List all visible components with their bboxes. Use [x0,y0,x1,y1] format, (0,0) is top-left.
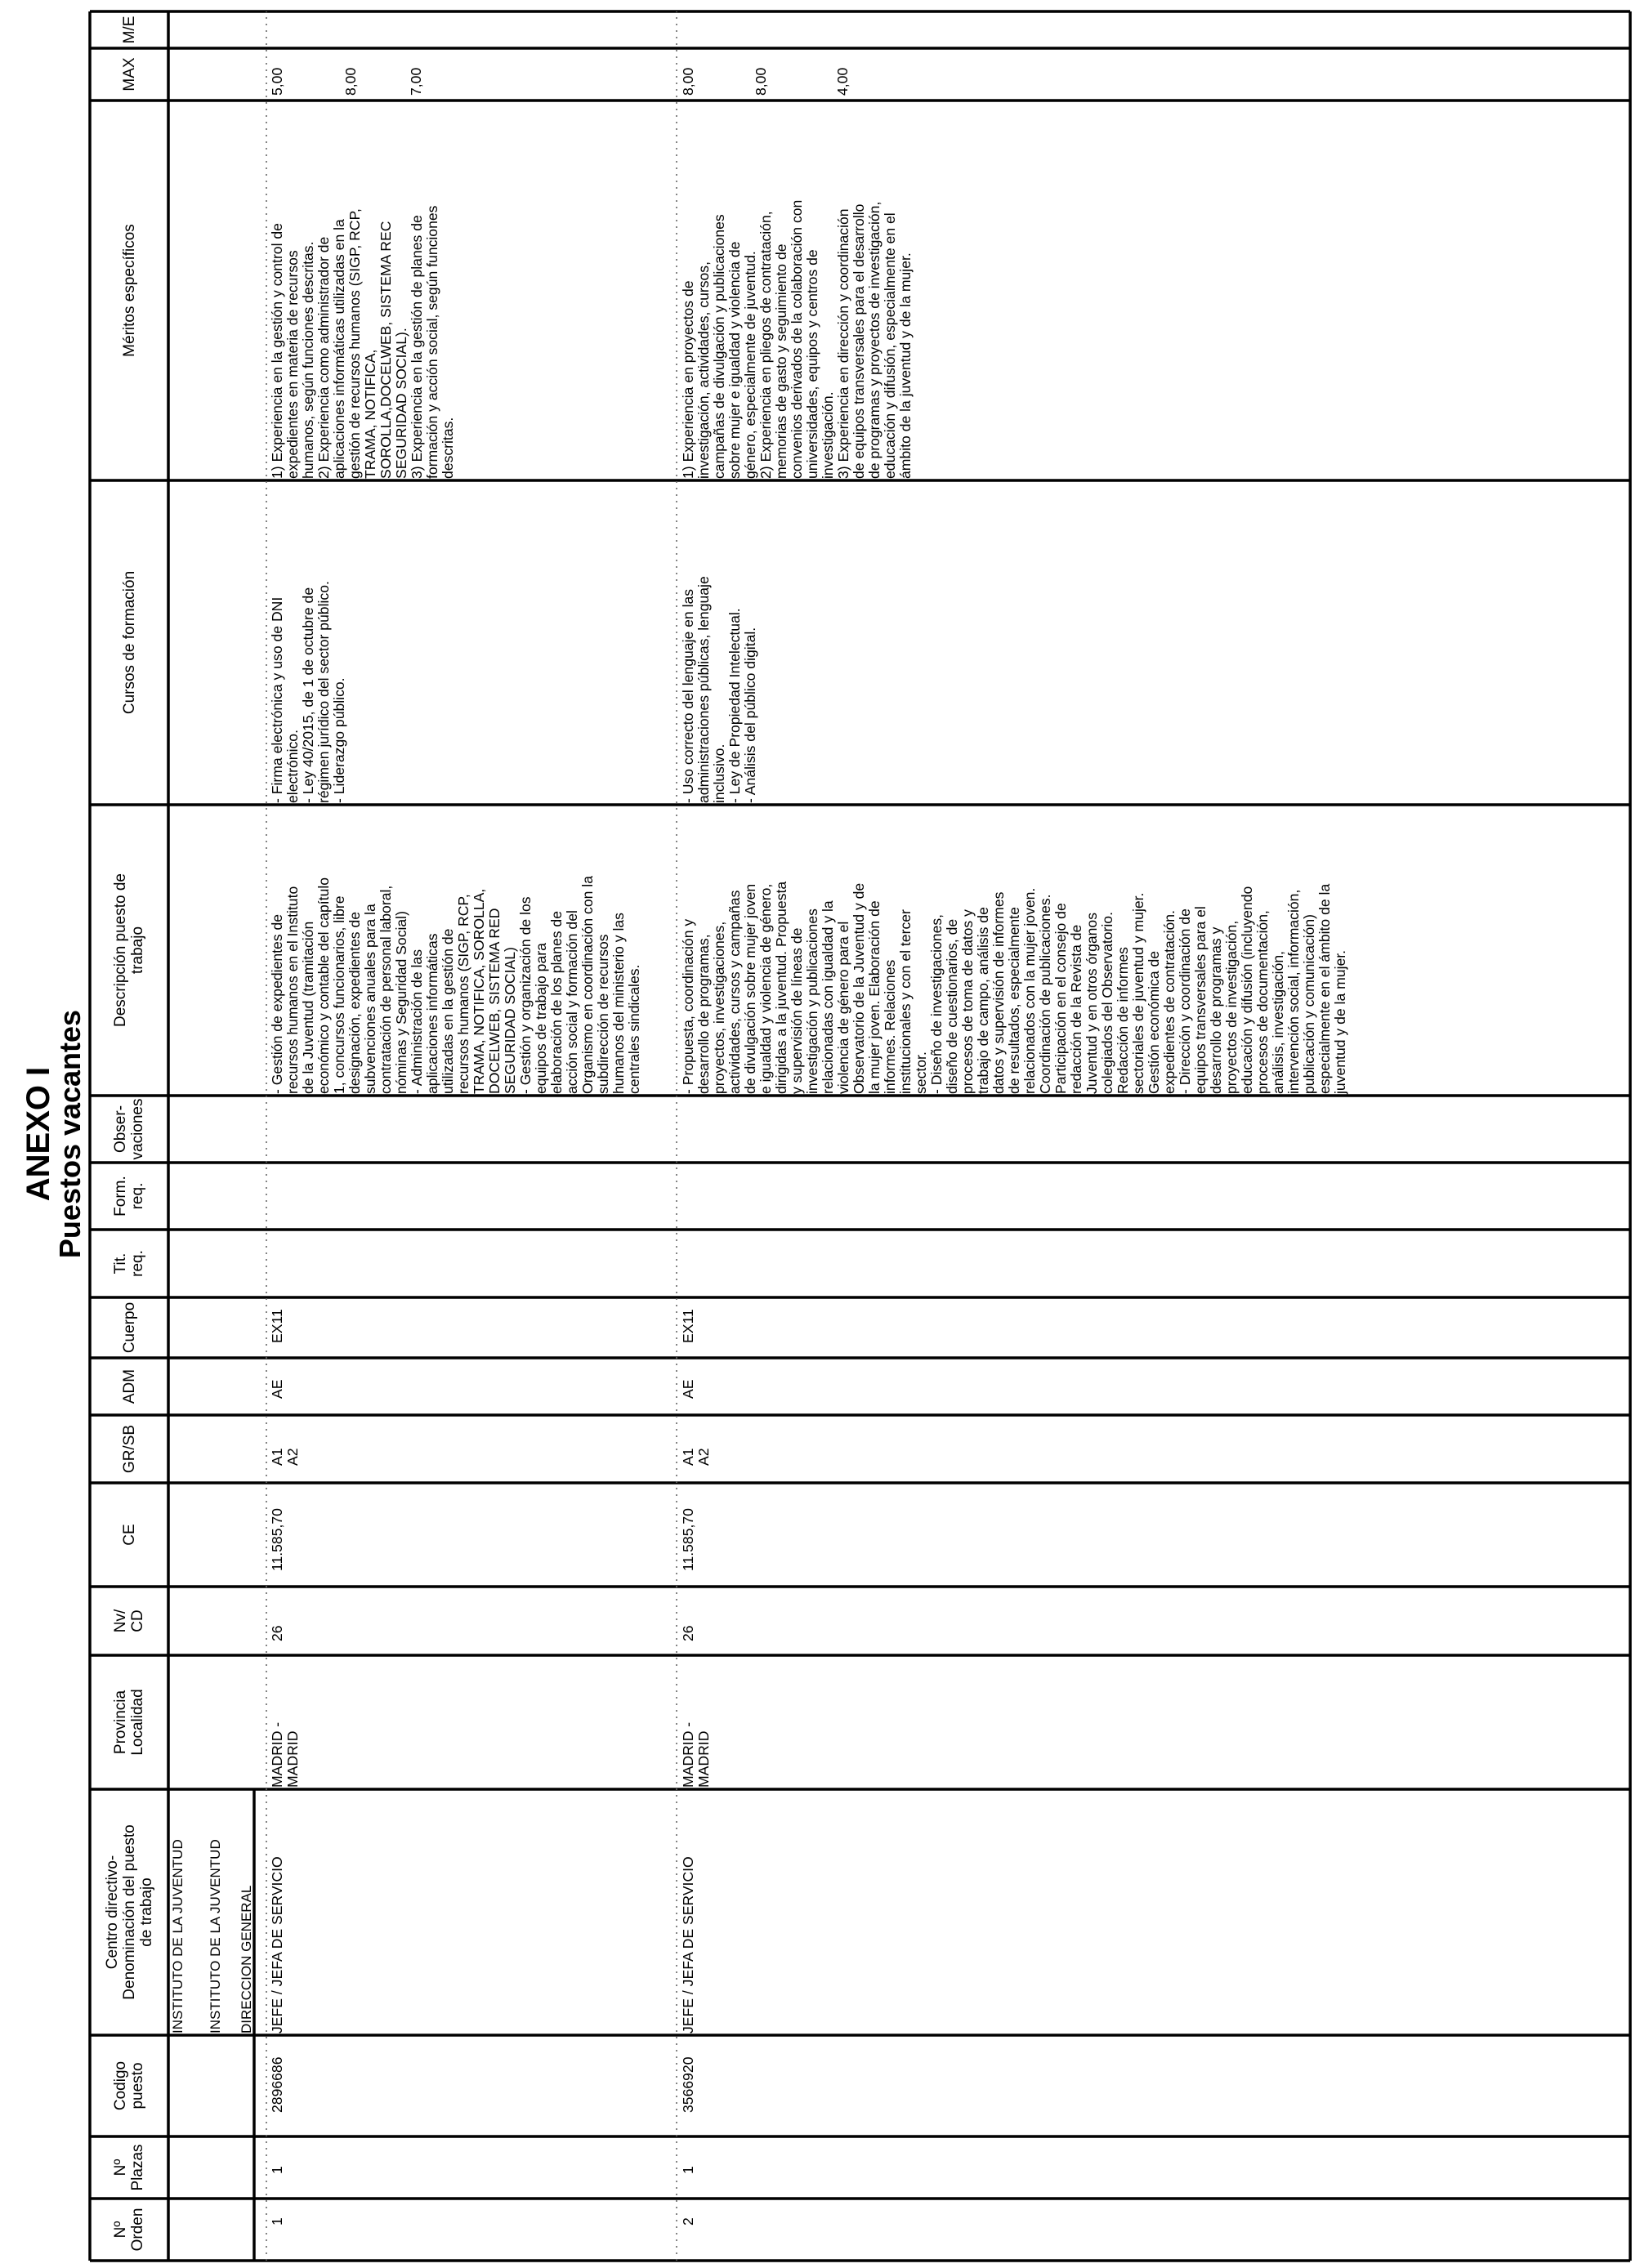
header-centro: Centro directivo- Denominación del puesto de trabajo [103,1824,155,2000]
unit-line-1: INSTITUTO DE LA JUVENTUD [170,1839,185,2034]
row1-denominacion: JEFE / JEFA DE SERVICIO [269,1856,285,2034]
row1-max-2: 8,00 [342,67,359,96]
header-max: MAX [120,57,138,92]
row1-cursos: - Firma electrónica y uso de DNI electrónico. - Ley 40/2015, de 1 de octubre de régimen jurídico del sector público. - Liderazgo público. [269,581,347,803]
row1-adm: AE [269,1379,285,1399]
row2-orden: 2 [680,2217,696,2226]
row2-cursos: - Uso correcto del lenguaje en las administraciones públicas, lenguaje inclusivo. - Ley de Propiedad Intelectual. - Análisis del público digital. [680,576,758,803]
header-provincia: Provincia Localidad [112,1689,146,1756]
document-title: ANEXO I [20,1066,56,1202]
row1-plazas: 1 [269,2166,285,2174]
row1-meritos: 1) Experiencia en la gestión y control de expedientes en materia de recursos humanos, según funciones descritas. 2) Experiencia como administrador de aplicaciones informáticas utilizadas en la gestión de recursos humanos (SIGP, RCP, TRAMA, NOTIFICA, SOROLLA,DOCELWEB, SISTEMA REC SEGURIDAD SOCIAL). 3) Experiencia en la gestión de planes de formación y acción social, según funciones descritas. [269,205,456,479]
header-observaciones: Obser- vaciones [112,1098,146,1160]
header-codigo: Codigo puesto [112,2060,146,2111]
document-subtitle: Puestos vacantes [53,1009,87,1259]
header-nivel: Nv/ CD [112,1609,146,1633]
row1-orden: 1 [269,2217,285,2226]
row1-max-1: 5,00 [269,67,285,96]
row2-denominacion: JEFE / JEFA DE SERVICIO [680,1856,696,2034]
unit-line-3: DIRECCION GENERAL [239,1885,254,2034]
row2-meritos: 1) Experiencia en proyectos de investigación, actividades, cursos, campañas de divulgación y publicaciones sobre mujer e igualdad y violencia de género, especialmente de juventud. 2) Experiencia en pliegos de contratación, memorias de gasto y seguimiento de convenios derivados de la colaboración con universidades, equipos y centros de investigación. 3) Experiencia en dirección y coordinación de equipos transversales para el desarrollo de programas y proyectos de investigación, educación y difusión, especialmente en el ámbito de la juventud y de la mujer. [680,199,914,479]
header-cuerpo: Cuerpo [120,1301,138,1354]
row2-cuerpo: EX11 [680,1309,696,1343]
row1-provincia: MADRID - MADRID [269,1721,301,1788]
row2-max-2: 8,00 [753,67,769,96]
row2-max-3: 4,00 [834,67,851,96]
header-grupo: GR/SB [120,1424,138,1474]
header-titulacion: Tit. req. [112,1250,146,1277]
row1-nivel: 26 [269,1625,285,1641]
header-orden: Nº Orden [112,2208,146,2252]
row2-descripcion: - Propuesta, coordinación y desarrollo de programas, proyectos, investigaciones, actividades, cursos y campañas de divulgación sobre mujer joven e igualdad y violencia de género, dirigidas a la juventud. Propuesta y supervisión de líneas de investigación y publicaciones relacionadas con igualdad y la violencia de género para el Observatorio de la Juventud y de la mujer joven. Elaboración de informes. Relaciones institucionales y con el tercer sector. - Diseño de investigaciones, diseño de cuestionarios, de procesos de toma de datos y trabajo de campo, análisis de datos y supervisión de informes de resultados, especialmente relacionados con la mujer joven. Coordinación de publicaciones. Participación en el consejo de redacción de la Revista de Juventud y en otros órganos colegiados del Observatorio. Redacción de informes sectoriales de juventud y mujer. Gestión económica de expedientes de contratación. - Dirección y coordinación de equipos transversales para el desarrollo de programas y proyectos de investigación, educación y difusión (incluyendo procesos de documentación, análisis, investigación, intervención social, información, publicación y comunicación) especialmente en el ámbito de la juventud y de la mujer. [680,881,1348,1094]
header-ce: CE [120,1524,138,1546]
row1-cuerpo: EX11 [269,1309,285,1343]
unit-line-2: INSTITUTO DE LA JUVENTUD [208,1839,223,2034]
row2-plazas: 1 [680,2166,696,2174]
header-adm: ADM [120,1368,138,1404]
row1-max-3: 7,00 [408,67,424,96]
row2-adm: AE [680,1379,696,1399]
header-meritos: Méritos específicos [120,224,138,357]
row2-max-1: 8,00 [680,67,696,96]
row1-grupo: A1 A2 [269,1448,301,1466]
header-descripcion: Descripción puesto de trabajo [112,873,146,1027]
row2-grupo: A1 A2 [680,1448,712,1466]
row2-nivel: 26 [680,1625,696,1641]
row2-ce: 11.585,70 [680,1508,696,1571]
row1-descripcion: - Gestión de expedientes de recursos humanos en el Instituto de la Juventud (tramitación económico y contable del capítulo 1, concursos funcionarios, libre designación, expedientes de subvenciones anuales para la contratación de personal laboral, nóminas y Seguridad Social) - Administración de las aplicaciones informáticas utilizadas en la gestión de recursos humanos (SIGP, RCP, TRAMA, NOTIFICA, SOROLLA, DOCELWEB, SISTEMA RED SEGURIDAD SOCIAL) - Gestión y organización de los equipos de trabajo para elaboración de los planes de acción social y formación del Organismo en coordinación con la subdirección de recursos humanos del ministerio y las centrales sindicales. [269,876,642,1094]
row2-codigo: 3566920 [680,2056,696,2113]
header-me: M/E [120,16,138,44]
header-cursos: Cursos de formación [120,570,138,715]
row1-codigo: 2896686 [269,2056,285,2113]
row2-provincia: MADRID - MADRID [680,1721,712,1788]
header-formacion: Form. req. [112,1176,146,1217]
header-plazas: Nº Plazas [112,2144,146,2191]
row1-ce: 11.585,70 [269,1508,285,1571]
